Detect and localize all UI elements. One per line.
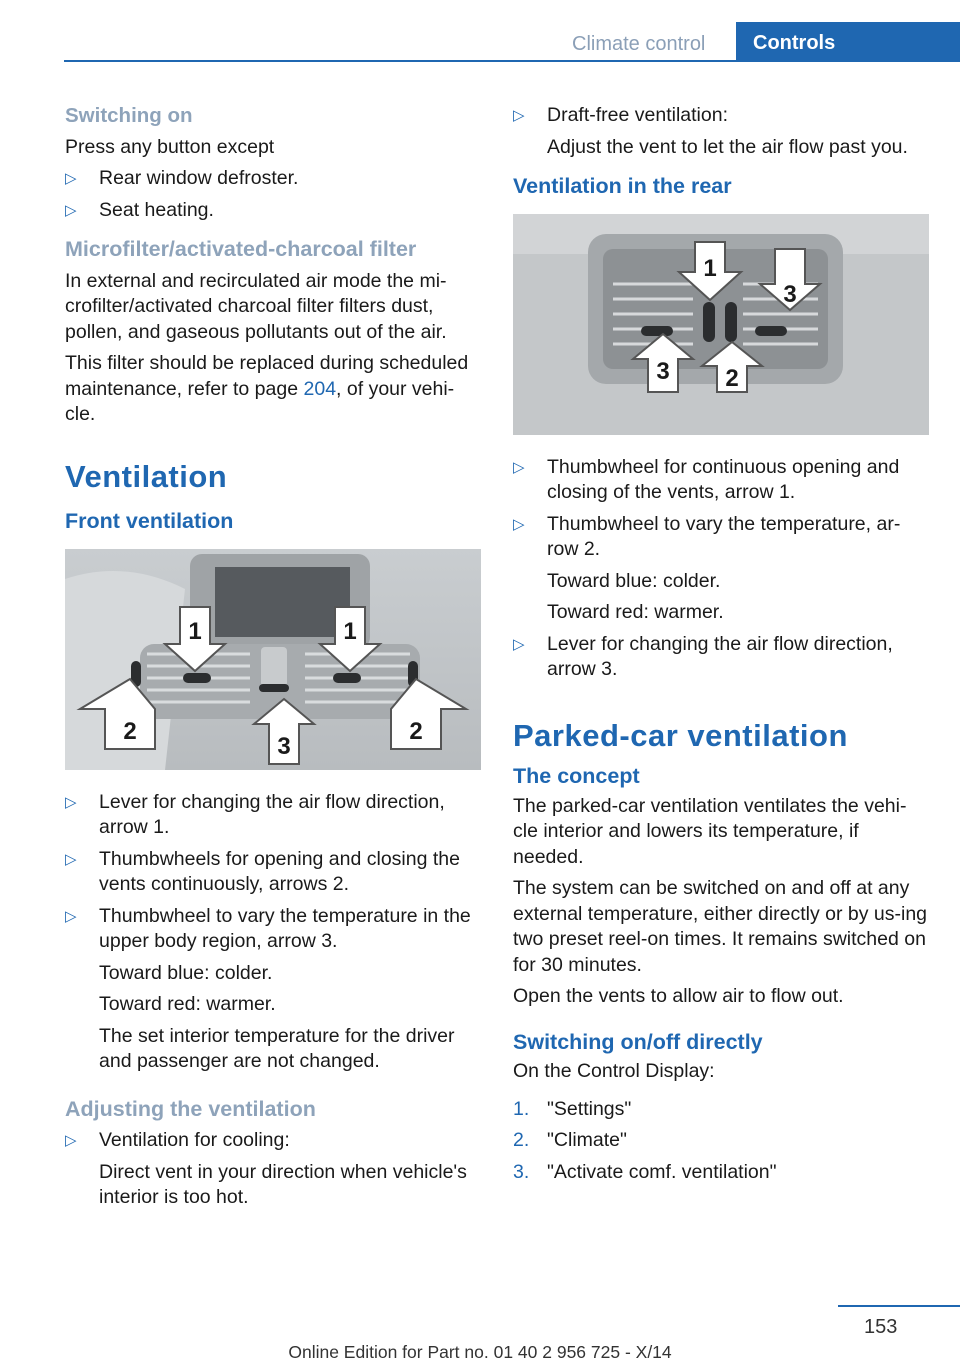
list-item: ▷ Draft-free ventilation: Adjust the vent to let the air flow past you. bbox=[513, 103, 929, 160]
front-ventilation-heading: Front ventilation bbox=[65, 509, 234, 533]
adjusting-ventilation-list bbox=[65, 1128, 481, 1211]
concept-heading: The concept bbox=[513, 764, 640, 788]
front-vents-illustration bbox=[65, 549, 481, 770]
triangle-bullet-icon: ▷ bbox=[65, 793, 77, 811]
list-item: 2. "Climate" bbox=[513, 1129, 627, 1151]
concept-paragraph-2: The system can be switched on and off at any external temperature, either directly or by us-ing two preset reel-on times. It remains switched on for 30 minutes. bbox=[513, 877, 928, 976]
switching-directly-intro: On the Control Display: bbox=[513, 1060, 715, 1082]
list-item-sub: Adjust the vent to let the air flow past you. bbox=[547, 135, 908, 158]
front-photo-label-2a: 2 bbox=[123, 717, 137, 745]
triangle-bullet-icon: ▷ bbox=[513, 107, 525, 124]
footer-edition: Online Edition for Part no. 01 40 2 956 725 - X/14 bbox=[288, 1342, 672, 1362]
list-item: ▷ Lever for changing the air flow direction, arrow 1. bbox=[65, 790, 445, 838]
front-photo-label-2b: 2 bbox=[409, 717, 423, 745]
triangle-bullet-icon: ▷ bbox=[65, 170, 77, 187]
rear-ventilation-heading: Ventilation in the rear bbox=[513, 174, 732, 198]
list-item-sub: Toward blue: colder. bbox=[547, 569, 721, 592]
microfilter-heading: Microfilter/activated-charcoal filter bbox=[65, 237, 417, 261]
rear-ventilation-list bbox=[513, 455, 929, 683]
list-item: 1. "Settings" bbox=[513, 1097, 632, 1120]
header-chapter-tab[interactable]: Controls bbox=[736, 22, 960, 62]
front-ventilation-list bbox=[65, 790, 481, 1075]
page-204-link[interactable]: 204 bbox=[303, 377, 337, 400]
adjusting-ventilation-heading: Adjusting the ventilation bbox=[65, 1096, 316, 1121]
rear-photo-label-1: 1 bbox=[703, 254, 717, 282]
right-column bbox=[513, 103, 929, 1191]
list-item-sub: Direct vent in your direction when vehicle's interior is too hot. bbox=[99, 1160, 467, 1208]
list-item: 3. "Activate comf. ventilation" bbox=[513, 1160, 777, 1183]
list-item: ▷ Lever for changing the air flow direction, arrow 3. bbox=[513, 632, 893, 680]
triangle-bullet-icon: ▷ bbox=[65, 907, 77, 925]
switching-on-intro: Press any button except bbox=[65, 135, 275, 158]
list-item: ▷ Ventilation for cooling: Direct vent in your direction when vehicle's interior is too hot. bbox=[65, 1128, 481, 1211]
page-number: 153 bbox=[864, 1316, 898, 1338]
microfilter-paragraph-1: In external and recirculated air mode the mi-crofilter/activated charcoal filter filters dust, pollen, and gaseous pollutants out of the air. bbox=[65, 269, 447, 343]
header-section-title: Climate control bbox=[572, 33, 706, 55]
footer-rule bbox=[838, 1305, 960, 1307]
concept-paragraph-3: Open the vents to allow air to flow out. bbox=[513, 985, 844, 1007]
switching-directly-heading: Switching on/off directly bbox=[513, 1029, 763, 1054]
parked-car-chapter-title: Parked-car ventilation bbox=[513, 717, 848, 753]
list-item: ▷ Rear window defroster. bbox=[65, 166, 481, 192]
triangle-bullet-icon: ▷ bbox=[65, 1132, 77, 1149]
triangle-bullet-icon: ▷ bbox=[513, 515, 525, 533]
switching-on-heading: Switching on bbox=[65, 104, 193, 127]
rear-photo-label-2: 2 bbox=[725, 364, 739, 392]
list-item-sub: Toward red: warmer. bbox=[547, 601, 724, 623]
list-item: ▷ Thumbwheel to vary the temperature, ar-row 2. Toward blue: colder. Toward red: warmer. bbox=[513, 512, 929, 626]
triangle-bullet-icon: ▷ bbox=[513, 458, 525, 476]
list-item-sub: The set interior temperature for the driver and passenger are not changed. bbox=[99, 1024, 455, 1072]
front-photo-label-1b: 1 bbox=[343, 617, 357, 645]
list-item: ▷ Thumbwheels for opening and closing the vents continuously, arrows 2. bbox=[65, 847, 460, 895]
list-item: ▷ Thumbwheel for continuous opening and closing of the vents, arrow 1. bbox=[513, 455, 900, 503]
triangle-bullet-icon: ▷ bbox=[65, 201, 77, 219]
rear-vents-illustration bbox=[513, 214, 929, 435]
list-item: ▷ Thumbwheel to vary the temperature in the upper body region, arrow 3. Toward blue: colder. Toward red: warmer. The set interior temperature for the driver and passenger are not changed. bbox=[65, 904, 481, 1075]
front-photo-label-1a: 1 bbox=[188, 617, 202, 645]
rear-photo-label-3b: 3 bbox=[656, 357, 670, 385]
switching-on-list bbox=[65, 166, 481, 223]
front-ventilation-photo bbox=[65, 549, 481, 770]
switching-steps-list bbox=[513, 1097, 929, 1186]
list-item-sub: Toward blue: colder. bbox=[99, 961, 273, 984]
list-item-sub: Toward red: warmer. bbox=[99, 993, 276, 1015]
ventilation-chapter-title: Ventilation bbox=[65, 458, 228, 494]
left-column bbox=[65, 103, 481, 1217]
list-item: ▷ Seat heating. bbox=[65, 198, 481, 224]
concept-paragraph-1: The parked-car ventilation ventilates the vehi-cle interior and lowers its temperature, if needed. bbox=[513, 794, 907, 868]
draft-free-list bbox=[513, 103, 929, 160]
front-photo-label-3: 3 bbox=[277, 732, 291, 760]
rear-ventilation-photo bbox=[513, 214, 929, 435]
triangle-bullet-icon: ▷ bbox=[65, 850, 77, 868]
triangle-bullet-icon: ▷ bbox=[513, 635, 525, 653]
header-rule bbox=[64, 60, 960, 62]
rear-photo-label-3a: 3 bbox=[783, 280, 797, 308]
microfilter-paragraph-2: This filter should be replaced during scheduled maintenance, refer to page 204, of your vehi-cle. bbox=[65, 352, 469, 425]
